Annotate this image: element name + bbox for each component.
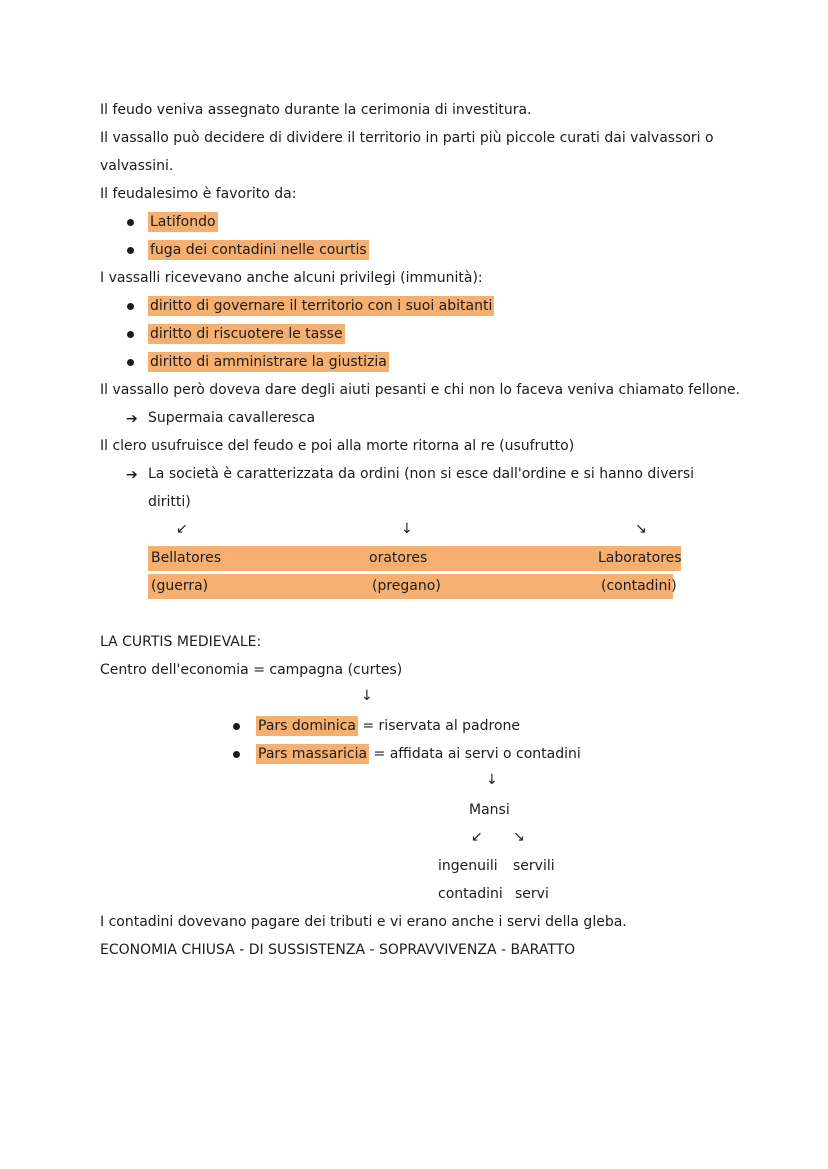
arrow-down-right-icon: ↘	[513, 829, 525, 845]
mansi-label: Mansi	[469, 802, 510, 818]
societa-line-2: diritti)	[148, 494, 191, 510]
intro-line-4: Il feudalesimo è favorito da:	[100, 186, 297, 202]
list-item: fuga dei contadini nelle courtis	[150, 242, 367, 258]
servi-label: servi	[515, 886, 549, 902]
arrow-down-right-icon: ↘	[635, 521, 647, 537]
vassallo-line: Il vassallo però doveva dare degli aiuti pesanti e chi non lo faceva veniva chiamato fellone.	[100, 382, 741, 398]
privilegi-intro: I vassalli ricevevano anche alcuni privilegi (immunità):	[100, 270, 483, 286]
ingenuili-label: ingenuili	[438, 858, 498, 874]
list-item: diritto di governare il territorio con i suoi abitanti	[150, 298, 493, 314]
contadini-label: contadini	[438, 886, 503, 902]
societa-line-1: La società è caratterizzata da ordini (non si esce dall'ordine e si hanno diversi	[148, 466, 695, 482]
supremazia-line: Supermaia cavalleresca	[148, 410, 316, 426]
intro-line-2: Il vassallo può decidere di dividere il territorio in parti più piccole curati dai valvassori o	[100, 130, 714, 146]
bullet-icon	[233, 723, 240, 730]
intro-line-3: valvassini.	[100, 158, 174, 174]
clero-line: Il clero usufruisce del feudo e poi alla morte ritorna al re (usufrutto)	[100, 438, 575, 454]
arrow-down-left-icon: ↙	[176, 521, 188, 537]
curtis-centro: Centro dell'economia = campagna (curtes)	[100, 662, 403, 678]
arrow-right-icon: ➔	[126, 467, 138, 483]
list-item: Latifondo	[150, 214, 216, 230]
intro-line-1: Il feudo veniva assegnato durante la cerimonia di investitura.	[100, 102, 532, 118]
arrow-down-icon: ↓	[361, 688, 373, 704]
bullet-icon	[127, 303, 134, 310]
closing-line-2: ECONOMIA CHIUSA - DI SUSSISTENZA - SOPRAVVIVENZA - BARATTO	[100, 942, 576, 958]
pars-dominica-item: Pars dominica = riservata al padrone	[258, 718, 521, 734]
bullet-icon	[127, 219, 134, 226]
closing-line-1: I contadini dovevano pagare dei tributi e vi erano anche i servi della gleba.	[100, 914, 627, 930]
arrow-down-icon: ↓	[486, 772, 498, 788]
list-item: diritto di amministrare la giustizia	[150, 354, 387, 370]
pars-massaricia-item: Pars massaricia = affidata ai servi o contadini	[258, 746, 581, 762]
ordine-desc: (guerra)	[151, 578, 209, 594]
ordine-desc: (pregano)	[372, 578, 441, 594]
ordine-name: Bellatores	[151, 550, 221, 566]
arrow-down-left-icon: ↙	[471, 829, 483, 845]
bullet-icon	[127, 331, 134, 338]
bullet-icon	[127, 247, 134, 254]
ordine-desc: (contadini)	[601, 578, 677, 594]
list-item: diritto di riscuotere le tasse	[150, 326, 343, 342]
arrow-down-icon: ↓	[401, 521, 413, 537]
bullet-icon	[233, 751, 240, 758]
curtis-title: LA CURTIS MEDIEVALE:	[100, 634, 262, 650]
ordine-name: Laboratores	[598, 550, 682, 566]
bullet-icon	[127, 359, 134, 366]
ordine-name: oratores	[369, 550, 428, 566]
servili-label: servili	[513, 858, 555, 874]
arrow-right-icon: ➔	[126, 411, 138, 427]
